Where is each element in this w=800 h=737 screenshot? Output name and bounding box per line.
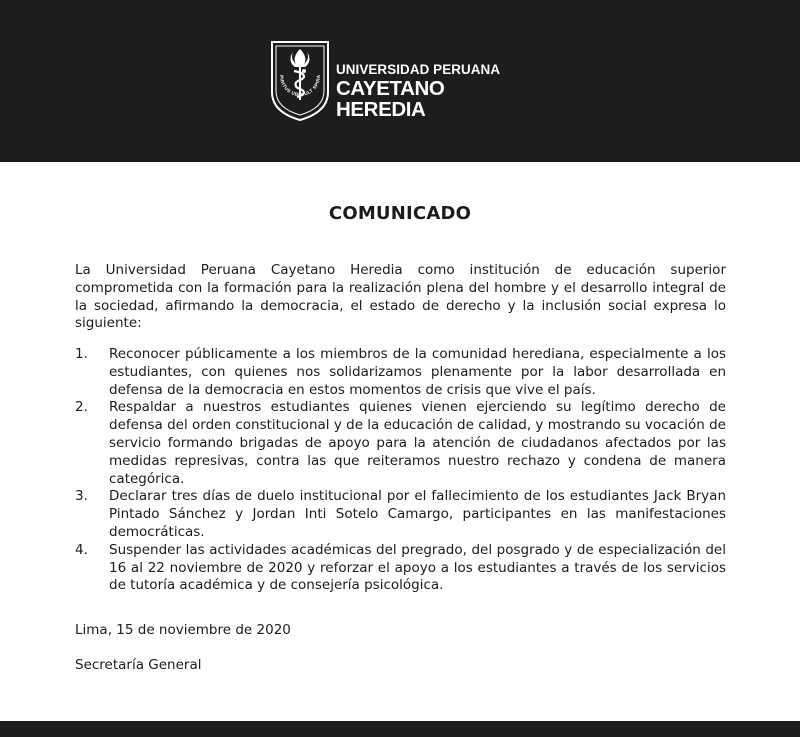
crest-motto-path: PIRITUS UBI VULT SPIRA — [278, 74, 322, 98]
list-item-number: 2. — [75, 399, 88, 416]
list-item — [75, 346, 726, 399]
page-header — [0, 0, 800, 162]
list-item-text: Suspender las actividades académicas del pregrado, del posgrado y de especialización del 16 al 22 noviembre de 2020 y reforzar el apoyo a los estudiantes a través de los servicios de tutoría académica y de consejería psicológica. — [109, 541, 726, 594]
list-item-number: 1. — [75, 346, 88, 362]
logo-wordmark — [336, 63, 535, 120]
list-item-number: 4. — [75, 541, 88, 558]
list-item-number: 3. — [75, 488, 88, 505]
crest-motto — [270, 40, 321, 97]
university-crest-icon — [270, 40, 330, 122]
list-item-text: Respaldar a nuestros estudiantes quienes vienen ejerciendo su legítimo derecho de defensa del orden constitucional y de la educación de calidad, y mostrando su vocación de servicio formando brigadas de apoyo para la atención de ciudadanos afectados por las medidas represivas, contra las que reiteramos nuestro rechazo y condena de manera categórica. — [109, 399, 726, 487]
document-title: COMUNICADO — [328, 203, 472, 224]
place-date: Lima, 15 de noviembre de 2020 — [75, 622, 291, 638]
signature: Secretaría General — [75, 657, 202, 673]
list-item — [75, 542, 726, 595]
resolution-list — [75, 346, 726, 595]
list-item-text: Declarar tres días de duelo institucional por el fallecimiento de los estudiantes Jack Bryan Pintado Sánchez y Jordan Inti Sotelo Camargo, participantes en las manifestaciones democráticas. — [109, 488, 726, 540]
intro-paragraph: La Universidad Peruana Cayetano Heredia como institución de educación superior comprometida con la formación para la realización plena del hombre y el desarrollo integral de la sociedad, afirmando la democracia, el estado de derecho y la inclusión social expresa lo siguiente: — [75, 262, 726, 332]
logo-line-2: CAYETANO HEREDIA — [336, 77, 445, 121]
list-item — [75, 399, 726, 488]
logo-line-1: UNIVERSIDAD PERUANA — [336, 62, 501, 77]
university-logo — [270, 40, 535, 124]
page-footer — [0, 721, 800, 737]
list-item-text: Reconocer públicamente a los miembros de la comunidad herediana, especialmente a los estudiantes, con quienes nos solidarizamos plenamente por la labor desarrollada en defensa de la democracia en estos momentos de crisis que vive el país. — [109, 346, 726, 398]
list-item — [75, 488, 726, 541]
